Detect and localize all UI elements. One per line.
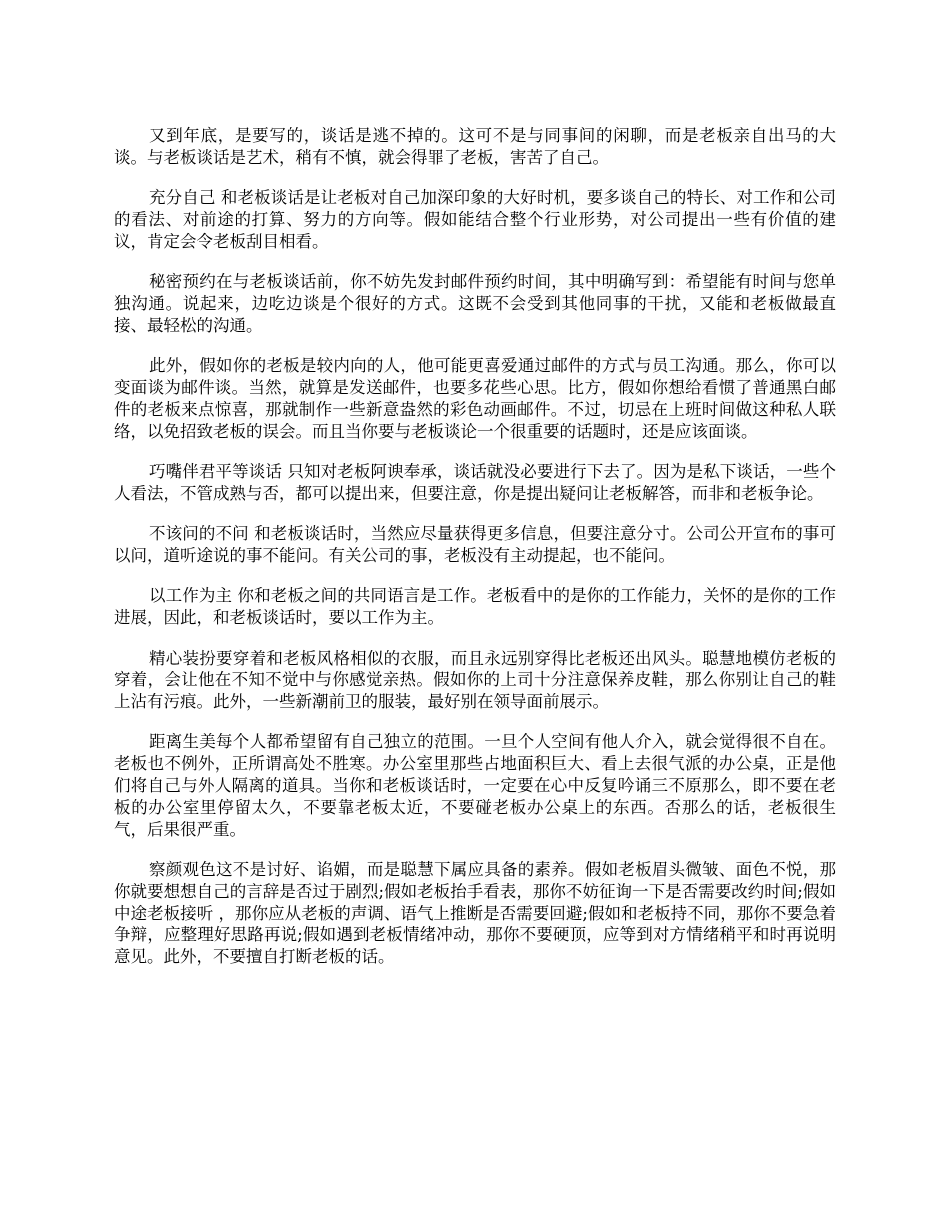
paragraph-dress: 精心装扮要穿着和老板风格相似的衣服，而且永远别穿得比老板还出风头。聪慧地模仿老板的穿着，会让他在不知不觉中与你感觉亲热。假如你的上司十分注意保养皮鞋，那么你别让自己的鞋上沾有污痕。此外，一些新潮前卫的服装，最好别在领导面前展示。	[114, 648, 836, 712]
paragraph-work-focus: 以工作为主 你和老板之间的共同语言是工作。老板看中的是你的工作能力，关怀的是你的工作进展，因此，和老板谈话时，要以工作为主。	[114, 586, 836, 628]
paragraph-email: 此外，假如你的老板是较内向的人，他可能更喜爱通过邮件的方式与员工沟通。那么，你可以变面谈为邮件谈。当然，就算是发送邮件，也要多花些心思。比方，假如你想给看惯了普通黑白邮件的老板来点惊喜，那就制作一些新意盎然的彩色动画邮件。不过，切忌在上班时间做这种私人联络，以免招致老板的误会。而且当你要与老板谈论一个很重要的话题时，还是应该面谈。	[114, 356, 836, 441]
paragraph-appointment: 秘密预约在与老板谈话前，你不妨先发封邮件预约时间，其中明确写到：希望能有时间与您单独沟通。说起来，边吃边谈是个很好的方式。这既不会受到其他同事的干扰，又能和老板做最直接、最轻松的沟通。	[114, 272, 836, 335]
document-body	[114, 125, 836, 987]
paragraph-self-promotion: 充分自己 和老板谈话是让老板对自己加深印象的大好时机，要多谈自己的特长、对工作和公司的看法、对前途的打算、努力的方向等。假如能结合整个行业形势，对公司提出一些有价值的建议，肯定会令老板刮目相看。	[114, 188, 836, 251]
paragraph-distance: 距离生美每个人都希望留有自己独立的范围。一旦个人空间有他人介入，就会觉得很不自在。老板也不例外，正所谓高处不胜寒。办公室里那些占地面积巨大、看上去很气派的办公桌，正是他们将自己与外人隔离的道具。当你和老板谈话时，一定要在心中反复吟诵三不原那么，即不要在老板的办公室里停留太久，不要靠老板太近，不要碰老板办公桌上的东西。否那么的话，老板很生气，后果很严重。	[114, 732, 836, 839]
paragraph-equal-talk: 巧嘴伴君平等谈话 只知对老板阿谀奉承，谈话就没必要进行下去了。因为是私下谈话，一些个人看法，不管成熟与否，都可以提出来，但要注意，你是提出疑问让老板解答，而非和老板争论。	[114, 461, 836, 503]
paragraph-dont-ask: 不该问的不问 和老板谈话时，当然应尽量获得更多信息，但要注意分寸。公司公开宣布的事可以问，道听途说的事不能问。有关公司的事，老板没有主动提起，也不能问。	[114, 524, 836, 565]
paragraph-intro: 又到年底，是要写的，谈话是逃不掉的。这可不是与同事间的闲聊，而是老板亲自出马的大谈。与老板谈话是艺术，稍有不慎，就会得罪了老板，害苦了自己。	[114, 126, 836, 167]
paragraph-observe: 察颜观色这不是讨好、谄媚，而是聪慧下属应具备的素养。假如老板眉头微皱、面色不悦，那你就要想想自己的言辞是否过于剧烈;假如老板抬手看表，那你不妨征询一下是否需要改约时间;假如中途老板接听 ，那你应从老板的声调、语气上推断是否需要回避;假如和老板持不同，那你不要急着争辩，应整理好思路再说;假如遇到老板情绪冲动，那你不要硬顶，应等到对方情绪稍平和时再说明意见。此外，不要擅自打断老板的话。	[114, 860, 836, 967]
